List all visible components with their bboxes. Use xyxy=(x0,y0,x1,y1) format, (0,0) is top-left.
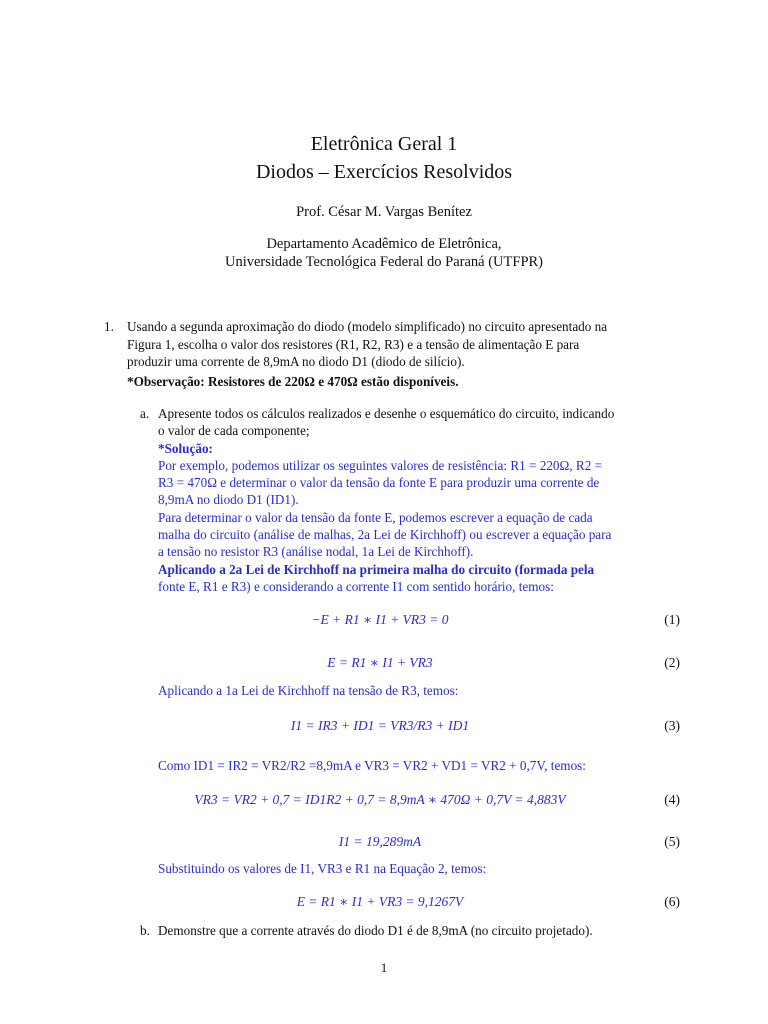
equation-4: VR3 = VR2 + 0,7 = ID1R2 + 0,7 = 8,9mA ∗ 470Ω + 0,7V = 4,883V xyxy=(194,792,566,807)
solution-line-11: Substituindo os valores de I1, VR3 e R1 na Equação 2, temos: xyxy=(158,861,487,876)
item-a-line-2: o valor de cada componente; xyxy=(158,423,310,438)
equation-5: I1 = 19,289mA xyxy=(338,834,422,849)
item-b-label: b. xyxy=(140,923,150,938)
solution-line-2: R3 = 470Ω e determinar o valor da tensão da fonte E para produzir uma corrente de xyxy=(158,475,600,490)
document-title: Eletrônica Geral 1 xyxy=(310,133,458,155)
equation-3-number: (3) xyxy=(664,718,680,733)
page-number: 1 xyxy=(380,960,388,975)
problem-note: *Observação: Resistores de 220Ω e 470Ω estão disponíveis. xyxy=(127,374,459,389)
solution-line-4: Para determinar o valor da tensão da fonte E, podemos escrever a equação de cada xyxy=(158,510,593,525)
solution-line-5: malha do circuito (análise de malhas, 2a Lei de Kirchhoff) ou escrever a equação para xyxy=(158,527,612,542)
problem-line-1: Usando a segunda aproximação do diodo (modelo simplificado) no circuito apresentado na xyxy=(127,319,608,334)
solution-label: *Solução: xyxy=(158,441,213,456)
problem-line-2: Figura 1, escolha o valor dos resistores (R1, R2, R3) e a tensão de alimentação E para xyxy=(127,337,580,352)
solution-line-8: fonte E, R1 e R3) e considerando a corrente I1 com sentido horário, temos: xyxy=(158,579,554,594)
equation-4-number: (4) xyxy=(664,792,680,807)
item-a-label: a. xyxy=(140,406,150,421)
item-a-line-1: Apresente todos os cálculos realizados e desenhe o esquemático do circuito, indicando xyxy=(158,406,615,421)
solution-line-1: Por exemplo, podemos utilizar os seguintes valores de resistência: R1 = 220Ω, R2 = xyxy=(158,458,603,473)
equation-1: −E + R1 ∗ I1 + VR3 = 0 xyxy=(311,612,449,627)
document-subtitle: Diodos – Exercícios Resolvidos xyxy=(255,161,513,183)
solution-line-9: Aplicando a 1a Lei de Kirchhoff na tensão de R3, temos: xyxy=(158,683,459,698)
problem-line-3: produzir uma corrente de 8,9mA no diodo D1 (diodo de silício). xyxy=(127,354,465,369)
solution-line-6: a tensão no resistor R3 (análise nodal, 1a Lei de Kirchhoff). xyxy=(158,544,474,559)
author: Prof. César M. Vargas Benítez xyxy=(296,204,472,220)
problem-number: 1. xyxy=(104,319,114,334)
equation-2: E = R1 ∗ I1 + VR3 xyxy=(327,655,433,670)
solution-line-10: Como ID1 = IR2 = VR2/R2 =8,9mA e VR3 = VR2 + VD1 = VR2 + 0,7V, temos: xyxy=(158,758,586,773)
equation-6-number: (6) xyxy=(664,894,680,909)
equation-1-number: (1) xyxy=(664,612,680,627)
equation-6: E = R1 ∗ I1 + VR3 = 9,1267V xyxy=(296,894,464,909)
equation-3: I1 = IR3 + ID1 = VR3/R3 + ID1 xyxy=(290,718,470,733)
solution-line-3: 8,9mA no diodo D1 (ID1). xyxy=(158,492,299,507)
item-b-text: Demonstre que a corrente através do diodo D1 é de 8,9mA (no circuito projetado). xyxy=(158,923,593,938)
affiliation-line-2: Universidade Tecnológica Federal do Paraná (UTFPR) xyxy=(224,254,544,270)
affiliation-line-1: Departamento Acadêmico de Eletrônica, xyxy=(266,236,502,252)
equation-5-number: (5) xyxy=(664,834,680,849)
equation-2-number: (2) xyxy=(664,655,680,670)
solution-line-7: Aplicando a 2a Lei de Kirchhoff na primeira malha do circuito (formada pela xyxy=(158,562,595,577)
